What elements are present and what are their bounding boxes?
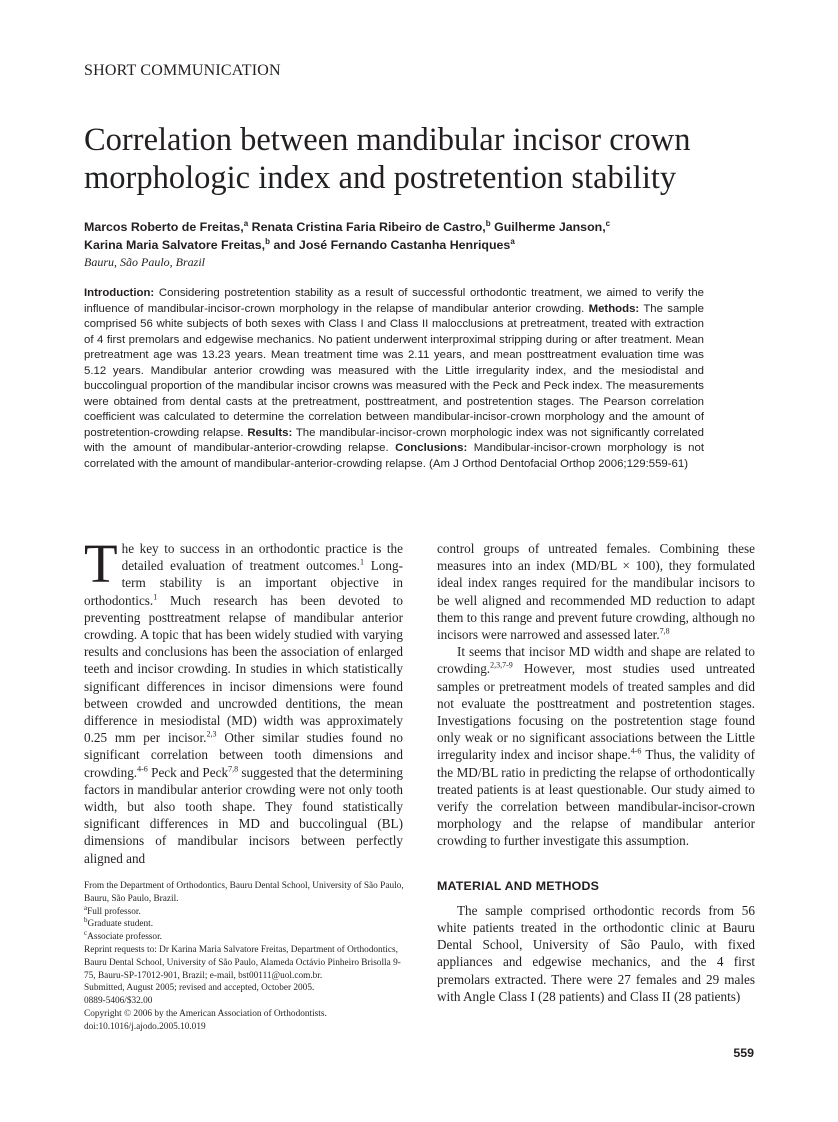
author-affiliation-mark: b: [265, 236, 271, 246]
abstract: [84, 286, 704, 472]
body-text: Long-term stability is an important objective in orthodontics.: [84, 558, 403, 608]
citation: 2,3: [206, 729, 217, 739]
affiliation: Bauru, São Paulo, Brazil: [84, 255, 206, 269]
author-name: Guilherme Janson,: [490, 220, 606, 234]
citation: 7,8: [659, 626, 670, 636]
body-text: However, most studies used untreated samples or pretreatment models of treated samples and did not evaluate the posttreatment and postretention stages. Investigations focusing on the postretention stage found only weak or no significant associations between the Little irregularity index and incisor shape.: [437, 661, 755, 763]
body-text: control groups of untreated females. Combining these measures into an index (MD/BL × 100), they formulated ideal index ranges required for the mandibular incisors to be well aligned and recommended MD reduction to adapt them to this range and prevent future crowding, although no incisors were narrowed and assessed later.: [437, 541, 755, 643]
page-number: 559: [733, 1046, 754, 1060]
body-text: Thus, the validity of the MD/BL ratio in predicting the relapse of orthodontically treated patients is at least questionable. Our study aimed to verify the correlation between mandibular-incisor-crown morphology and the relapse of mandibular anterior crowding to further investigate this assumption.: [437, 747, 755, 849]
author-name: Karina Maria Salvatore Freitas,: [84, 238, 266, 252]
footnote-role: [84, 903, 404, 919]
footnotes: [84, 880, 404, 1034]
author-affiliation-mark: a: [243, 218, 249, 228]
abstract-methods-label: Methods:: [588, 302, 640, 315]
abstract-intro-label: Introduction:: [84, 287, 155, 299]
footnote-mark: b: [84, 916, 88, 925]
abstract-methods-text: The sample comprised 56 white subjects of both sexes with Class I and Class II malocclusions at pretreatment, treated with extraction of 4 first premolars and edgewise mechanics. No patient underwent interproximal stripping during or after treatment. Mean pretreatment age was 13.23 years. Mean treatment time was 2.11 years, and mean posttreatment evaluation time was 5.12 years. Mandibular anterior crowding was measured with the Little irregularity index, and the mesiodistal and buccolingual proportion of the mandibular incisor crowns was measured with the Peck and Peck index. The measurements were obtained from dental casts at the pretreatment, posttreatment, and postretention stages. The Pearson correlation coefficient was calculated to determine the correlation between mandibular-incisor-crown morphology and the amount of postretention-crowding relapse.: [84, 302, 704, 439]
author-affiliation-mark: c: [605, 218, 611, 228]
article-title: Correlation between mandibular incisor crown morphologic index and postretention stability: [84, 122, 691, 196]
author-affiliation-mark: b: [485, 218, 491, 228]
section-label: SHORT COMMUNICATION: [84, 62, 281, 79]
body-text: Peck and Peck: [147, 764, 229, 780]
footnote-role: [84, 918, 404, 931]
footnote-submitted: Submitted, August 2005; revised and accepted, October 2005.: [84, 983, 315, 994]
footnote-text: Associate professor.: [87, 932, 162, 943]
author-name: and José Fernando Castanha Henriques: [270, 238, 511, 252]
author-list: [84, 218, 764, 254]
author-name: Marcos Roberto de Freitas,: [84, 220, 244, 234]
right-column: [437, 540, 755, 1005]
footnote-issn: 0889-5406/$32.00: [84, 996, 153, 1007]
citation: 7,8: [228, 764, 239, 774]
drop-cap: T: [84, 533, 118, 594]
citation: 4-6: [630, 747, 642, 757]
author-name: Renata Cristina Faria Ribeiro de Castro,: [248, 220, 486, 234]
abstract-intro-text: Considering postretention stability as a result of successful orthodontic treatment, we aimed to verify the influence of mandibular-incisor-crown morphology in the relapse of mandibular anterior crowding.: [84, 287, 704, 315]
citation: 2,3,7-9: [490, 661, 513, 671]
abstract-conclusions-text: Mandibular-incisor-crown morphology is not correlated with the amount of mandibular-anterior-crowding relapse. (Am J Orthod Dentofacial Orthop 2006;129:559-61): [84, 442, 704, 470]
footnote-mark: c: [84, 929, 88, 938]
abstract-results-label: Results:: [247, 426, 293, 439]
footnote-text: Graduate student.: [87, 919, 154, 930]
footnote-department: From the Department of Orthodontics, Bauru Dental School, University of São Paulo, Bauru, São Paulo, Brazil.: [84, 881, 404, 904]
body-text: Much research has been devoted to preventing posttreatment relapse of mandibular anterior crowding. A topic that has been widely studied with varying results and conclusions has been the association of enlarged teeth and incisor crowding. In studies in which statistically significant differences in incisor dimensions were found between crowded and uncrowded dentitions, the mean difference in mesiodistal (MD) width was approximately 0.25 mm per incisor.: [84, 592, 403, 746]
footnote-text: Full professor.: [87, 906, 141, 917]
intro-paragraph: [84, 533, 403, 867]
body-text: he key to success in an orthodontic practice is the detailed evaluation of treatment outcomes.: [121, 541, 403, 574]
body-text: suggested that the determining factors in mandibular anterior crowding were not only tooth width, but also tooth shape. They found statistically significant differences in MD and buccolingual (BL) dimensions of mandibular incisors between perfectly aligned and: [84, 764, 403, 866]
body-text: Other similar studies found no significant correlation between tooth dimensions and crowding.: [84, 730, 403, 780]
citation: 4-6: [137, 764, 148, 774]
author-affiliation-mark: a: [510, 236, 515, 246]
section-heading-material-methods: MATERIAL AND METHODS: [437, 878, 600, 893]
abstract-results-text: The mandibular-incisor-crown morphologic index was not significantly correlated with the amount of mandibular-anterior-crowding relapse.: [84, 426, 704, 454]
citation: 1: [153, 592, 158, 602]
footnote-reprint: Reprint requests to: Dr Karina Maria Salvatore Freitas, Department of Orthodontics, Bauru Dental School, University of São Paulo, Alameda Octávio Pinheiro Brisolla 9-75, Bauru-SP-17012-901, Brazil; e-mail, bst00111@uol.com.br.: [84, 944, 401, 981]
footnote-role: [84, 931, 404, 944]
abstract-conclusions-label: Conclusions:: [395, 442, 468, 454]
footnote-mark: a: [84, 903, 88, 912]
body-paragraph: The sample comprised orthodontic records from 56 white patients treated in the orthodontic clinic at Bauru Dental School, University of São Paulo, with fixed appliances and edgewise mechanics, and the 4 first premolars extracted. There were 27 females and 29 males with Angle Class I (28 patients) and Class II (28 patients): [437, 902, 755, 1004]
body-paragraph: [437, 540, 755, 643]
footnote-copyright: Copyright © 2006 by the American Association of Orthodontists.: [84, 1008, 327, 1019]
body-paragraph: [437, 643, 755, 849]
body-text: It seems that incisor MD width and shape are related to crowding.: [437, 644, 755, 677]
citation: 1: [359, 557, 364, 567]
footnote-doi: doi:10.1016/j.ajodo.2005.10.019: [84, 1021, 206, 1032]
left-column: [84, 533, 403, 867]
